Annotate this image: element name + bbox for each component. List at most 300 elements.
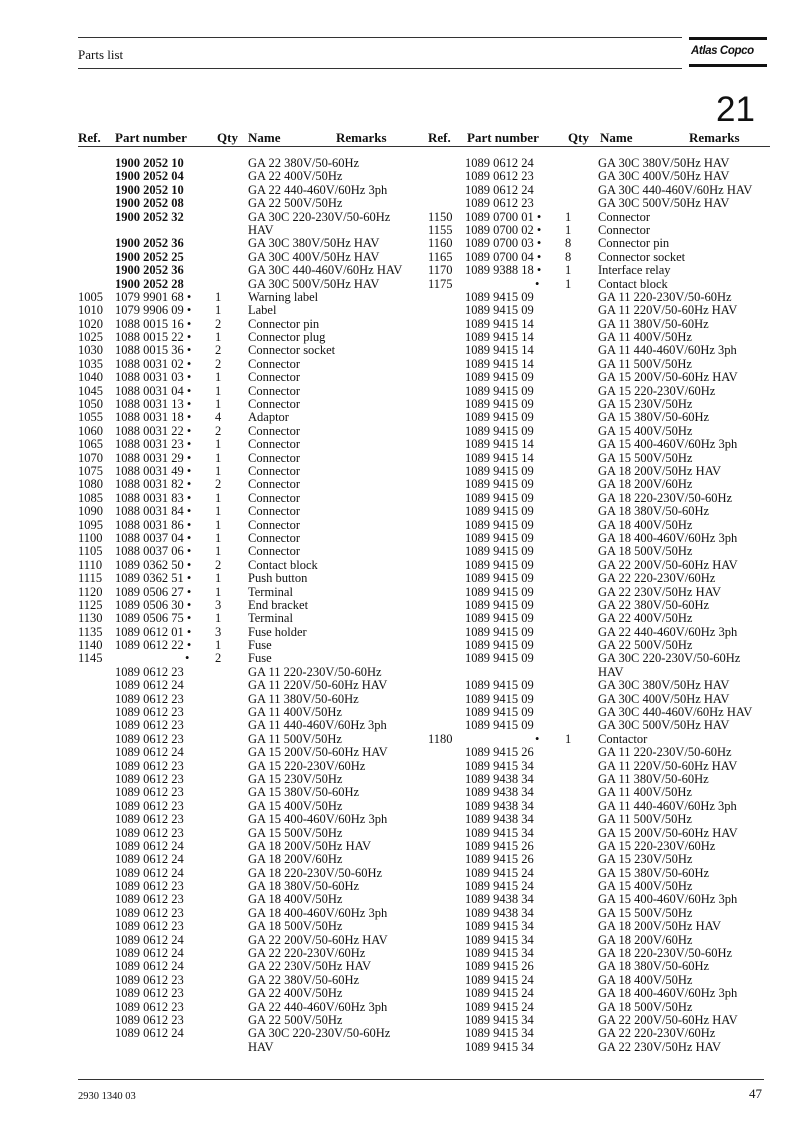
ref-cell: 1020 — [78, 316, 103, 331]
part-number-cell: 1088 0031 82 • — [115, 477, 192, 492]
qty-cell: 2 — [215, 356, 222, 371]
part-number-cell: 1089 9415 34 — [465, 919, 534, 934]
part-number-cell: 1088 0015 22 • — [115, 330, 192, 345]
name-cell: GA 22 220-230V/60Hz — [598, 1026, 716, 1041]
part-number-cell: • — [535, 731, 540, 746]
name-cell: GA 30C 400V/50Hz HAV — [248, 249, 380, 264]
qty-cell: 1 — [215, 530, 222, 545]
name-cell: Connector — [248, 504, 301, 519]
part-number-cell: 1088 0031 02 • — [115, 356, 192, 371]
part-number-cell: 1089 0612 23 — [115, 905, 184, 920]
ref-cell: 1065 — [78, 437, 103, 452]
qty-cell: 1 — [215, 463, 222, 478]
part-number-cell: 1088 0015 16 • — [115, 316, 192, 331]
part-number-cell: 1900 2052 10 — [115, 156, 184, 170]
name-cell: Connector — [598, 222, 651, 237]
qty-cell: 1 — [215, 611, 222, 626]
ref-cell: 1050 — [78, 397, 103, 412]
name-cell: GA 15 400-460V/60Hz 3ph — [248, 812, 388, 827]
part-number-cell: 1079 9901 68 • — [115, 289, 192, 304]
part-number-cell: 1089 0612 23 — [115, 825, 184, 840]
name-cell: GA 22 200V/50-60Hz HAV — [248, 932, 388, 947]
part-number-cell: 1089 0612 24 — [115, 932, 184, 947]
name-cell: GA 30C 500V/50Hz HAV — [598, 196, 730, 211]
name-cell: Connector — [248, 477, 301, 492]
part-number-cell: 1088 0037 06 • — [115, 544, 192, 559]
qty-cell: 1 — [215, 437, 222, 452]
name-cell: Connector — [248, 463, 301, 478]
name-cell: GA 15 400-460V/60Hz 3ph — [598, 437, 738, 452]
name-cell: GA 22 400V/50Hz — [598, 611, 693, 626]
name-cell: GA 18 500V/50Hz — [598, 999, 693, 1014]
part-number-cell: 1089 0612 23 — [115, 691, 184, 706]
ref-cell: 1025 — [78, 330, 103, 345]
name-cell: Connector — [248, 517, 301, 532]
name-cell: GA 11 220-230V/50-60Hz — [248, 664, 382, 679]
page-number: 47 — [749, 1086, 762, 1101]
name-cell: GA 18 200V/50Hz HAV — [598, 919, 722, 934]
part-number-cell: 1089 9438 34 — [465, 812, 534, 827]
part-number-cell: 1079 9906 09 • — [115, 303, 192, 318]
name-cell: GA 18 400V/50Hz — [248, 892, 343, 907]
part-number-cell: • — [185, 651, 190, 666]
part-number-cell: 1089 0612 23 — [115, 812, 184, 827]
name-cell: GA 22 500V/50Hz — [248, 1013, 343, 1027]
qty-cell: 1 — [215, 517, 222, 532]
ref-cell: 1070 — [78, 450, 103, 465]
part-number-cell: 1089 0506 75 • — [115, 611, 192, 626]
ref-cell: 1045 — [78, 383, 103, 398]
part-number-cell: 1089 9415 26 — [465, 852, 534, 867]
name-cell: GA 18 500V/50Hz — [248, 919, 343, 934]
name-cell: GA 18 400-460V/60Hz 3ph — [248, 905, 388, 920]
qty-cell: 4 — [215, 410, 222, 425]
name-cell: GA 18 400-460V/60Hz 3ph — [598, 530, 738, 545]
part-number-cell: 1089 9415 14 — [465, 356, 534, 371]
ref-cell: 1145 — [78, 651, 103, 666]
part-number-cell: 1089 9415 14 — [465, 316, 534, 331]
part-number-cell: 1088 0031 03 • — [115, 370, 192, 385]
name-cell: Connector socket — [248, 343, 336, 358]
name-cell: GA 22 220-230V/60Hz — [598, 571, 716, 586]
part-number-cell: 1089 9415 09 — [465, 571, 534, 586]
name-cell: Connector — [248, 383, 301, 398]
name-cell: GA 11 220-230V/50-60Hz — [598, 289, 732, 304]
qty-cell: 3 — [215, 597, 222, 612]
name-cell: GA 18 220-230V/50-60Hz — [598, 946, 733, 961]
qty-cell: 1 — [565, 263, 572, 278]
part-number-cell: 1089 0362 51 • — [115, 571, 192, 586]
name-cell: Terminal — [248, 611, 293, 626]
part-number-cell: 1089 9415 34 — [465, 1013, 534, 1027]
name-cell: Connector — [248, 437, 301, 452]
part-number-cell: 1089 9415 24 — [465, 999, 534, 1014]
name-cell: GA 30C 380V/50Hz HAV — [248, 236, 380, 251]
name-cell: GA 18 200V/60Hz — [598, 932, 693, 947]
name-cell: HAV — [598, 664, 624, 679]
name-cell: GA 11 380V/50-60Hz — [248, 691, 359, 706]
name-cell: Connector — [248, 490, 301, 505]
part-number-cell: 1089 0612 23 — [115, 798, 184, 813]
qty-cell: 1 — [215, 504, 222, 519]
name-cell: Connector — [248, 370, 301, 385]
col-ref-right: Ref. — [428, 130, 451, 145]
name-cell: GA 22 200V/50-60Hz HAV — [598, 1013, 738, 1027]
name-cell: Connector — [248, 544, 301, 559]
ref-cell: 1135 — [78, 624, 103, 639]
name-cell: GA 15 200V/50-60Hz HAV — [598, 370, 738, 385]
qty-cell: 1 — [215, 289, 222, 304]
part-number-cell: 1089 9415 09 — [465, 517, 534, 532]
part-number-cell: 1089 0700 03 • — [465, 236, 542, 251]
name-cell: GA 15 500V/50Hz — [598, 905, 693, 920]
part-number-cell: 1088 0037 04 • — [115, 530, 192, 545]
col-qty-left: Qty — [217, 130, 238, 145]
part-number-cell: 1089 9415 24 — [465, 865, 534, 880]
name-cell: GA 18 200V/60Hz — [248, 852, 343, 867]
part-number-cell: 1089 9415 09 — [465, 410, 534, 425]
col-name-left: Name — [248, 130, 281, 145]
name-cell: GA 30C 440-460V/60Hz HAV — [598, 705, 753, 720]
part-number-cell: 1088 0031 83 • — [115, 490, 192, 505]
part-number-cell: 1089 9415 09 — [465, 597, 534, 612]
part-number-cell: 1088 0031 84 • — [115, 504, 192, 519]
name-cell: GA 15 500V/50Hz — [598, 450, 693, 465]
ref-cell: 1105 — [78, 544, 103, 559]
col-name-right: Name — [600, 130, 633, 145]
name-cell: GA 11 220V/50-60Hz HAV — [598, 303, 738, 318]
name-cell: Contactor — [598, 731, 648, 746]
part-number-cell: 1089 9415 09 — [465, 504, 534, 519]
name-cell: Warning label — [248, 289, 319, 304]
ref-cell: 1150 — [428, 209, 453, 224]
name-cell: GA 30C 220-230V/50-60Hz — [248, 1026, 391, 1041]
name-cell: GA 11 220V/50-60Hz HAV — [598, 758, 738, 773]
name-cell: GA 22 400V/50Hz — [248, 169, 343, 184]
part-number-cell: 1089 9415 09 — [465, 477, 534, 492]
part-number-cell: 1900 2052 28 — [115, 276, 184, 291]
col-part-number-right: Part number — [467, 130, 539, 145]
part-number-cell: 1089 9415 09 — [465, 289, 534, 304]
name-cell: GA 30C 380V/50Hz HAV — [598, 678, 730, 693]
name-cell: Terminal — [248, 584, 293, 599]
qty-cell: 1 — [215, 303, 222, 318]
ref-cell: 1175 — [428, 276, 453, 291]
part-number-cell: 1089 9415 34 — [465, 758, 534, 773]
name-cell: HAV — [248, 222, 274, 237]
qty-cell: 1 — [215, 383, 222, 398]
name-cell: Connector pin — [248, 316, 320, 331]
name-cell: Connector — [248, 450, 301, 465]
ref-cell: 1040 — [78, 370, 103, 385]
name-cell: GA 11 440-460V/60Hz 3ph — [598, 343, 737, 358]
logo-text: Atlas Copco — [691, 45, 754, 57]
part-number-cell: 1089 9415 14 — [465, 343, 534, 358]
part-number-cell: 1089 0612 24 — [115, 946, 184, 961]
name-cell: GA 18 380V/50-60Hz — [598, 504, 710, 519]
ref-cell: 1130 — [78, 611, 103, 626]
name-cell: GA 30C 380V/50Hz HAV — [598, 156, 730, 170]
part-number-cell: 1089 9438 34 — [465, 798, 534, 813]
part-number-cell: 1088 0015 36 • — [115, 343, 192, 358]
name-cell: GA 22 440-460V/60Hz 3ph — [248, 999, 388, 1014]
ref-cell: 1140 — [78, 638, 103, 653]
name-cell: GA 15 220-230V/60Hz — [598, 838, 716, 853]
name-cell: Connector plug — [248, 330, 326, 345]
name-cell: GA 15 200V/50-60Hz HAV — [248, 745, 388, 760]
qty-cell: 1 — [215, 330, 222, 345]
part-number-cell: 1089 0612 23 — [115, 999, 184, 1014]
part-number-cell: 1089 0612 23 — [115, 664, 184, 679]
part-number-cell: 1089 9415 09 — [465, 303, 534, 318]
ref-cell: 1080 — [78, 477, 103, 492]
part-number-cell: 1089 9438 34 — [465, 905, 534, 920]
name-cell: GA 30C 500V/50Hz HAV — [598, 718, 730, 733]
name-cell: GA 15 380V/50-60Hz — [598, 410, 710, 425]
part-number-cell: 1088 0031 29 • — [115, 450, 192, 465]
col-qty-right: Qty — [568, 130, 589, 145]
ref-cell: 1170 — [428, 263, 453, 278]
ref-cell: 1030 — [78, 343, 103, 358]
name-cell: GA 15 400V/50Hz — [598, 879, 693, 894]
part-number-cell: 1089 9415 09 — [465, 624, 534, 639]
name-cell: GA 18 220-230V/50-60Hz — [248, 865, 383, 880]
ref-cell: 1055 — [78, 410, 103, 425]
qty-cell: 2 — [215, 651, 222, 666]
name-cell: Connector — [598, 209, 651, 224]
part-number-cell: 1089 0612 24 — [115, 959, 184, 974]
qty-cell: 2 — [215, 477, 222, 492]
name-cell: GA 22 400V/50Hz — [248, 986, 343, 1001]
name-cell: GA 15 230V/50Hz — [598, 397, 693, 412]
name-cell: GA 15 220-230V/60Hz — [598, 383, 716, 398]
part-number-cell: 1089 0612 23 — [115, 758, 184, 773]
qty-cell: 1 — [215, 544, 222, 559]
name-cell: GA 15 400V/50Hz — [248, 798, 343, 813]
logo-top-bar — [689, 37, 767, 40]
name-cell: Connector — [248, 397, 301, 412]
ref-cell: 1085 — [78, 490, 103, 505]
ref-cell: 1155 — [428, 222, 453, 237]
part-number-cell: 1089 9415 34 — [465, 1039, 534, 1054]
ref-cell: 1115 — [78, 571, 103, 586]
qty-cell: 2 — [215, 343, 222, 358]
name-cell: GA 18 220-230V/50-60Hz — [598, 490, 733, 505]
name-cell: GA 30C 500V/50Hz HAV — [248, 276, 380, 291]
col-remarks-left: Remarks — [336, 130, 387, 145]
ref-cell: 1005 — [78, 289, 103, 304]
name-cell: Push button — [248, 571, 308, 586]
name-cell: GA 18 500V/50Hz — [598, 544, 693, 559]
part-number-cell: 1089 0612 24 — [465, 182, 534, 197]
part-number-cell: 1088 0031 22 • — [115, 423, 192, 438]
part-number-cell: 1089 0612 24 — [115, 838, 184, 853]
page-title: Parts list — [78, 47, 124, 62]
ref-cell: 1160 — [428, 236, 453, 251]
part-number-cell: 1089 9438 34 — [465, 892, 534, 907]
part-number-cell: 1088 0031 13 • — [115, 397, 192, 412]
name-cell: GA 11 400V/50Hz — [598, 785, 692, 800]
name-cell: GA 18 380V/50-60Hz — [248, 879, 360, 894]
part-number-cell: 1089 0612 01 • — [115, 624, 192, 639]
part-number-cell: 1089 9415 26 — [465, 959, 534, 974]
part-number-cell: 1089 0612 24 — [115, 865, 184, 880]
part-number-cell: 1089 0612 24 — [115, 678, 184, 693]
part-number-cell: 1089 9415 24 — [465, 986, 534, 1001]
part-number-cell: 1089 9415 09 — [465, 638, 534, 653]
header-top-rule — [78, 37, 682, 38]
name-cell: Contact block — [248, 557, 318, 572]
part-number-cell: 1089 9415 34 — [465, 825, 534, 840]
qty-cell: 3 — [215, 624, 222, 639]
part-number-cell: 1089 0612 23 — [115, 731, 184, 746]
part-number-cell: 1089 0612 23 — [465, 196, 534, 211]
name-cell: GA 15 200V/50-60Hz HAV — [598, 825, 738, 840]
part-number-cell: 1900 2052 36 — [115, 236, 184, 251]
name-cell: GA 15 400V/50Hz — [598, 423, 693, 438]
name-cell: GA 15 230V/50Hz — [248, 771, 343, 786]
qty-cell: 1 — [215, 370, 222, 385]
name-cell: GA 22 230V/50Hz HAV — [598, 584, 722, 599]
ref-cell: 1035 — [78, 356, 103, 371]
part-number-cell: 1089 9415 09 — [465, 611, 534, 626]
part-number-cell: 1088 0031 04 • — [115, 383, 192, 398]
ref-cell: 1090 — [78, 504, 103, 519]
name-cell: Connector socket — [598, 249, 686, 264]
part-number-cell: 1089 9415 09 — [465, 463, 534, 478]
col-remarks-right: Remarks — [689, 130, 740, 145]
name-cell: GA 22 380V/50-60Hz — [248, 156, 360, 170]
part-number-cell: 1089 9415 09 — [465, 651, 534, 666]
qty-cell: 1 — [565, 222, 572, 237]
name-cell: GA 15 380V/50-60Hz — [598, 865, 710, 880]
qty-cell: 2 — [215, 316, 222, 331]
ref-cell: 1125 — [78, 597, 103, 612]
name-cell: GA 11 220-230V/50-60Hz — [598, 745, 732, 760]
part-number-cell: 1089 0612 23 — [115, 1013, 184, 1027]
ref-cell: 1095 — [78, 517, 103, 532]
name-cell: End bracket — [248, 597, 309, 612]
part-number-cell: 1089 9415 09 — [465, 557, 534, 572]
part-number-cell: 1089 0612 23 — [115, 718, 184, 733]
name-cell: Interface relay — [598, 263, 671, 278]
qty-cell: 1 — [215, 638, 222, 653]
ref-cell: 1120 — [78, 584, 103, 599]
qty-cell: 2 — [215, 423, 222, 438]
part-number-cell: 1088 0031 18 • — [115, 410, 192, 425]
name-cell: GA 18 380V/50-60Hz — [598, 959, 710, 974]
qty-cell: 1 — [215, 584, 222, 599]
name-cell: GA 22 440-460V/60Hz 3ph — [248, 182, 388, 197]
ref-cell: 1075 — [78, 463, 103, 478]
name-cell: GA 15 220-230V/60Hz — [248, 758, 366, 773]
name-cell: GA 18 200V/60Hz — [598, 477, 693, 492]
part-number-cell: 1089 0700 04 • — [465, 249, 542, 264]
part-number-cell: 1089 9415 14 — [465, 330, 534, 345]
name-cell: GA 22 500V/50Hz — [598, 638, 693, 653]
part-number-cell: 1089 9438 34 — [465, 771, 534, 786]
part-number-cell: 1089 9415 26 — [465, 745, 534, 760]
part-number-cell: 1089 9415 09 — [465, 397, 534, 412]
logo-bottom-bar — [689, 64, 767, 67]
part-number-cell: 1089 0612 23 — [115, 892, 184, 907]
part-number-cell: 1089 9415 09 — [465, 678, 534, 693]
part-number-cell: 1089 0612 23 — [115, 879, 184, 894]
part-number-cell: 1089 9415 09 — [465, 544, 534, 559]
name-cell: GA 30C 220-230V/50-60Hz — [598, 651, 741, 666]
part-number-cell: 1089 9415 09 — [465, 530, 534, 545]
part-number-cell: 1089 9415 26 — [465, 838, 534, 853]
name-cell: Connector pin — [598, 236, 670, 251]
name-cell: Connector — [248, 356, 301, 371]
part-number-cell: 1900 2052 25 — [115, 249, 184, 264]
ref-cell: 1010 — [78, 303, 103, 318]
part-number-cell: 1089 0612 23 — [115, 771, 184, 786]
name-cell: GA 30C 400V/50Hz HAV — [598, 169, 730, 184]
part-number-cell: 1089 0612 24 — [115, 1026, 184, 1041]
part-number-cell: 1900 2052 10 — [115, 182, 184, 197]
name-cell: GA 11 220V/50-60Hz HAV — [248, 678, 388, 693]
name-cell: GA 22 380V/50-60Hz — [598, 597, 710, 612]
name-cell: GA 18 200V/50Hz HAV — [248, 838, 372, 853]
name-cell: GA 22 230V/50Hz HAV — [598, 1039, 722, 1054]
name-cell: GA 11 440-460V/60Hz 3ph — [598, 798, 737, 813]
col-part-number-left: Part number — [115, 130, 187, 145]
ref-cell: 1165 — [428, 249, 453, 264]
part-number-cell: 1089 9415 09 — [465, 705, 534, 720]
name-cell: Fuse — [248, 638, 272, 653]
part-number-cell: 1089 0612 23 — [115, 972, 184, 987]
name-cell: GA 22 500V/50Hz — [248, 196, 343, 211]
part-number-cell: 1089 9415 34 — [465, 1026, 534, 1041]
part-number-cell: 1089 0612 24 — [465, 156, 534, 170]
name-cell: GA 15 400-460V/60Hz 3ph — [598, 892, 738, 907]
name-cell: GA 11 380V/50-60Hz — [598, 316, 709, 331]
qty-cell: 1 — [215, 571, 222, 586]
name-cell: GA 22 230V/50Hz HAV — [248, 959, 372, 974]
name-cell: GA 18 400V/50Hz — [598, 972, 693, 987]
qty-cell: 1 — [565, 276, 572, 291]
part-number-cell: 1089 0506 30 • — [115, 597, 192, 612]
qty-cell: 1 — [215, 397, 222, 412]
part-number-cell: • — [535, 276, 540, 291]
part-number-cell: 1089 9415 09 — [465, 383, 534, 398]
name-cell: GA 18 400V/50Hz — [598, 517, 693, 532]
qty-cell: 8 — [565, 249, 572, 264]
name-cell: GA 22 440-460V/60Hz 3ph — [598, 624, 738, 639]
name-cell: GA 30C 440-460V/60Hz HAV — [248, 263, 403, 278]
name-cell: Connector — [248, 530, 301, 545]
part-number-cell: 1089 9415 34 — [465, 932, 534, 947]
part-number-cell: 1089 0612 23 — [115, 919, 184, 934]
part-number-cell: 1089 9415 24 — [465, 972, 534, 987]
qty-cell: 8 — [565, 236, 572, 251]
ref-cell: 1060 — [78, 423, 103, 438]
part-number-cell: 1089 0506 27 • — [115, 584, 192, 599]
qty-cell: 1 — [215, 490, 222, 505]
name-cell: Adaptor — [248, 410, 289, 425]
name-cell: Fuse holder — [248, 624, 307, 639]
part-number-cell: 1088 0031 23 • — [115, 437, 192, 452]
name-cell: Contact block — [598, 276, 668, 291]
part-number-cell: 1089 0612 23 — [115, 785, 184, 800]
name-cell: Fuse — [248, 651, 272, 666]
part-number-cell: 1089 9415 09 — [465, 370, 534, 385]
name-cell: Connector — [248, 423, 301, 438]
part-number-cell: 1900 2052 36 — [115, 263, 184, 278]
footer-rule — [78, 1079, 764, 1080]
name-cell: GA 30C 400V/50Hz HAV — [598, 691, 730, 706]
